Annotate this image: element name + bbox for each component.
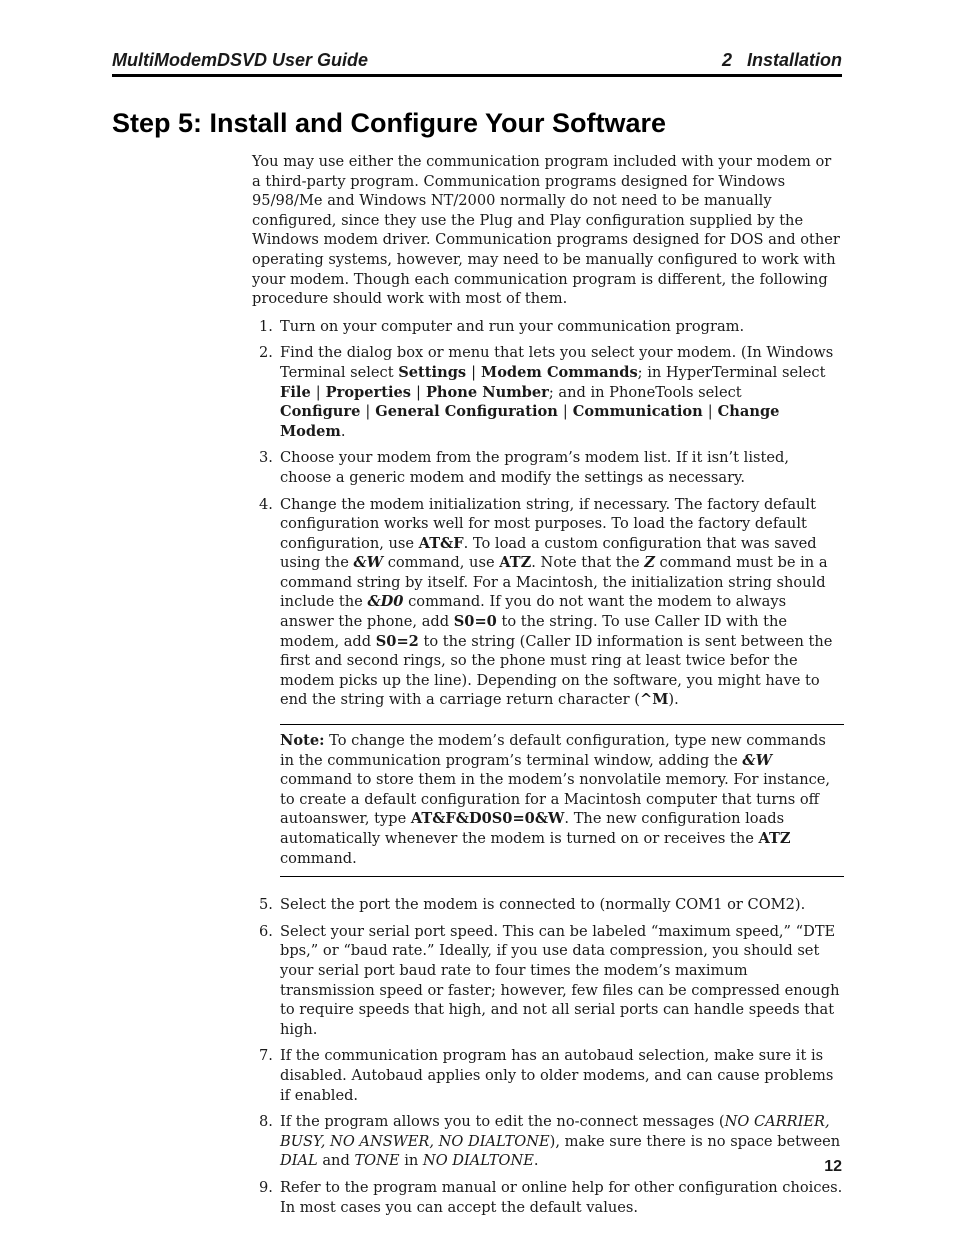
step-text: Turn on your computer and run your communication program. xyxy=(280,317,745,335)
step-1 xyxy=(252,317,844,337)
step-9 xyxy=(252,1178,844,1217)
step-2 xyxy=(252,343,844,441)
note-label: Note: xyxy=(280,732,325,750)
steps-list-continued xyxy=(252,895,844,1217)
step-text: and xyxy=(317,1152,355,1170)
menu-properties: Properties xyxy=(325,383,412,401)
step-text: command. If you do not want the modem to always answer the phone, add xyxy=(280,593,787,631)
step-text: Select your serial port speed. This can be labeled “maximum speed,” “DTE bps,” or “baud rate.” Ideally, if you use data compression, you should set your serial port baud rate to four times the modem’s maximum transmission speed or faster; however, few files can be compressed enough to require speeds that high, and not all serial ports can handle speeds that high. xyxy=(280,922,840,1038)
step-text: Refer to the program manual or online help for other configuration choices. In most cases you can accept the default values. xyxy=(280,1178,843,1216)
body-content xyxy=(252,152,844,1224)
note-box xyxy=(280,724,844,877)
command-s0-2: S0=2 xyxy=(375,632,419,650)
note-text: To change the modem’s default configuration, type new commands in the communication program’s terminal window, adding the xyxy=(280,732,826,769)
menu-communication: Communication xyxy=(572,403,703,421)
step-text: . xyxy=(533,1152,539,1170)
step-text: Choose your modem from the program’s modem list. If it isn’t listed, choose a generic modem and modify the settings as necessary. xyxy=(280,449,789,486)
step-text: command must be in a command string by itself. For a Macintosh, the initialization string should include the xyxy=(280,554,828,611)
word-dial: DIAL xyxy=(280,1152,318,1170)
steps-list xyxy=(252,317,844,710)
page-title: Step 5: Install and Configure Your Software xyxy=(112,108,667,138)
step-7 xyxy=(252,1046,844,1105)
word-no-dialtone: NO DIALTONE xyxy=(422,1152,534,1170)
menu-configure: Configure xyxy=(280,403,361,421)
step-number: 3. xyxy=(259,449,273,467)
step-text: If the communication program has an autobaud selection, make sure it is disabled. Autobaud applies only to older modems, and can cause problems if enabled. xyxy=(280,1047,834,1104)
step-8 xyxy=(252,1112,844,1171)
step-number: 8. xyxy=(259,1113,273,1131)
step-5 xyxy=(252,895,844,915)
intro-paragraph: You may use either the communication program included with your modem or a third-party program. Communication programs designed for Windows 95/98/Me and Windows NT/2000 normally do not need to be manually configured, since they use the Plug and Play configuration supplied by the Windows modem driver. Communication programs designed for DOS and other operating systems, however, may need to be manually configured to work with your modem. Though each communication program is different, the following procedure should work with most of them. xyxy=(252,153,840,308)
command-z: Z xyxy=(644,554,655,572)
step-number: 9. xyxy=(259,1178,273,1196)
step-number: 6. xyxy=(259,922,273,940)
page-number: 12 xyxy=(824,1158,842,1175)
running-header xyxy=(112,50,842,77)
command-amp-w: &W xyxy=(353,554,384,572)
guide-title: MultiModemDSVD User Guide xyxy=(112,50,369,70)
step-text: . xyxy=(340,422,346,440)
command-amp-d0: &D0 xyxy=(367,593,404,611)
step-number: 1. xyxy=(259,317,273,335)
command-example: AT&F&D0S0=0&W xyxy=(410,810,565,828)
command-atf: AT&F xyxy=(418,534,464,552)
step-text: ; in HyperTerminal select xyxy=(637,363,826,381)
menu-change-modem: Change Modem xyxy=(280,403,780,440)
step-3 xyxy=(252,448,844,487)
step-text: to the string. To use Caller ID with the modem, add xyxy=(280,613,788,650)
step-number: 4. xyxy=(259,495,273,513)
menu-separator: | xyxy=(707,403,713,421)
chapter-title: 2 Installation xyxy=(721,50,842,70)
menu-file: File xyxy=(280,383,311,401)
step-text: to the string (Caller ID information is sent between the first and second rings, so the phone must ring at least twice befor the modem picks up the line). Depending on the software, you might have to end the string with a carriage return character ( xyxy=(280,632,833,709)
step-text: ), make sure there is no space between xyxy=(549,1132,841,1150)
step-text: . To load a custom configuration that was saved using the xyxy=(280,534,817,572)
menu-separator: | xyxy=(315,383,321,401)
menu-separator: | xyxy=(471,363,477,381)
note-text: . The new configuration loads automatically whenever the modem is turned on or receives the xyxy=(280,810,785,847)
step-text: in xyxy=(399,1152,423,1170)
no-connect-messages: NO CARRIER, BUSY, NO ANSWER, NO DIALTONE xyxy=(280,1113,830,1150)
note-text: command to store them in the modem’s nonvolatile memory. For instance, to create a default configuration for a Macintosh computer that turns off autoanswer, type xyxy=(280,771,831,828)
step-text: If the program allows you to edit the no-connect messages ( xyxy=(280,1113,725,1131)
step-text: ; and in PhoneTools select xyxy=(548,383,742,401)
step-4 xyxy=(252,495,844,711)
command-atz: ATZ xyxy=(499,554,532,572)
command-atz: ATZ xyxy=(758,830,791,847)
word-tone: TONE xyxy=(354,1152,400,1170)
menu-separator: | xyxy=(416,383,421,401)
step-number: 2. xyxy=(259,344,273,362)
step-number: 7. xyxy=(259,1047,273,1065)
command-amp-w: &W xyxy=(742,751,772,769)
step-text: ). xyxy=(668,691,679,709)
menu-separator: | xyxy=(365,403,371,421)
step-text: Change the modem initialization string, if necessary. The factory default configuration works well for most purposes. To load the factory default configuration, use xyxy=(280,495,816,552)
step-text: command, use xyxy=(383,554,500,572)
step-text: Select the port the modem is connected to (normally COM1 or COM2). xyxy=(280,896,806,914)
menu-phone-number: Phone Number xyxy=(425,383,549,401)
note-text: command. xyxy=(280,849,357,867)
menu-separator: | xyxy=(562,403,568,421)
step-text: Find the dialog box or menu that lets you select your modem. (In Windows Terminal select xyxy=(280,344,834,381)
step-number: 5. xyxy=(259,896,273,914)
step-text: . Note that the xyxy=(531,554,645,572)
step-6 xyxy=(252,922,844,1040)
menu-modem-commands: Modem Commands xyxy=(481,363,638,381)
menu-settings: Settings xyxy=(398,363,467,381)
command-ctrl-m: ^M xyxy=(639,691,669,709)
command-s0-0: S0=0 xyxy=(453,613,497,631)
menu-general-configuration: General Configuration xyxy=(375,403,558,421)
